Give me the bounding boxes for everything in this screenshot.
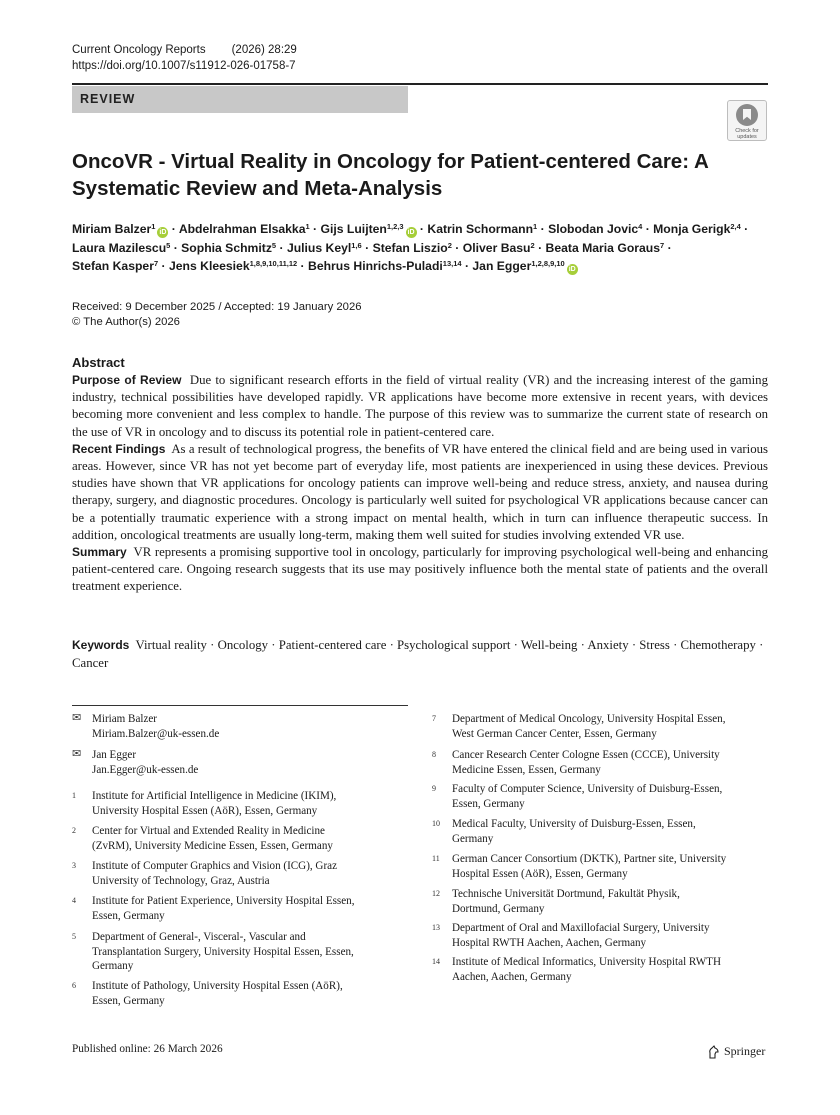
received-accepted: Received: 9 December 2025 / Accepted: 19 January 2026 xyxy=(72,301,362,313)
keywords-list: Virtual reality · Oncology · Patient-centered care · Psychological support · Well-being · Anxiety · Stress · Chemotherapy · Cancer xyxy=(72,638,764,670)
author-name: Sophia Schmitz xyxy=(181,240,272,255)
author[interactable] xyxy=(653,222,741,236)
check-for-updates-label: Check for updates xyxy=(735,128,759,140)
author-affiliation-sup: 1,8,9,10,11,12 xyxy=(249,259,298,268)
author-name: Abdelrahman Elsakka xyxy=(178,222,306,236)
affiliation-line: Hospital RWTH Aachen, Aachen, Germany xyxy=(452,936,647,949)
affiliation-number: 10 xyxy=(432,819,440,828)
affiliation-line: Center for Virtual and Extended Reality in Medicine xyxy=(92,825,325,837)
abstract-section-text: VR represents a promising supportive tool in oncology, particularly for improving psychological well-being and enhancing patient-centered care. Ongoing research suggests that its use may positively influence both the mental state of patients and the overall treatment experience. xyxy=(72,545,768,594)
affiliation-line: Technische Universität Dortmund, Fakultät Physik, xyxy=(452,888,680,900)
affiliation-number: 14 xyxy=(432,957,440,966)
article-type-badge: REVIEW xyxy=(72,86,408,113)
affiliation-number: 5 xyxy=(72,932,76,941)
header-divider xyxy=(72,83,768,85)
springer-horse-icon xyxy=(707,1045,720,1059)
keyword: Oncology xyxy=(217,638,269,652)
affiliation-number: 7 xyxy=(432,714,436,723)
affiliation-line: Hospital Essen (AöR), Essen, Germany xyxy=(452,867,628,880)
affiliation-line: Institute of Pathology, University Hospital Essen (AöR), xyxy=(92,980,343,992)
affiliation-number: 1 xyxy=(72,791,76,800)
author-affiliation-sup: 2,4 xyxy=(730,222,741,231)
author[interactable] xyxy=(472,259,577,273)
author-affiliation-sup: 1,2,3 xyxy=(386,222,404,231)
affiliation-number: 2 xyxy=(72,826,76,835)
author[interactable] xyxy=(463,241,535,255)
affiliation-line: University of Technology, Graz, Austria xyxy=(92,874,270,887)
abstract-findings xyxy=(72,441,768,544)
journal-citation-line xyxy=(72,44,297,56)
affiliation-line: Cancer Research Center Cologne Essen (CCCE), University xyxy=(452,749,720,761)
author-name: Monja Gerigk xyxy=(653,222,731,236)
author-affiliation-sup: 1 xyxy=(533,222,538,231)
author-affiliation-sup: 4 xyxy=(638,222,643,231)
affiliation-line: Germany xyxy=(92,960,134,972)
author-name: Stefan Kasper xyxy=(72,259,154,273)
affiliation-line: Institute of Computer Graphics and Vision (ICG), Graz xyxy=(92,860,337,872)
keyword: Cancer xyxy=(72,656,109,670)
footnote-divider xyxy=(72,705,408,706)
author[interactable] xyxy=(546,241,665,255)
affiliation-line: Medicine Essen, Essen, Germany xyxy=(452,763,601,776)
author[interactable] xyxy=(308,259,462,273)
keyword: Stress xyxy=(639,638,670,652)
keyword: Psychological support xyxy=(397,638,511,652)
affiliation-number: 11 xyxy=(432,854,440,863)
abstract-section-text: As a result of technological progress, the benefits of VR have entered the clinical field and are being used in various areas. However, since VR has not yet become part of everyday life, most patients are inexperienced in using these devices. Previous studies have shown that VR applications for oncology patients can improve well-being and reduce stress, anxiety, and nausea during therapy, surgery, and diagnostic procedures. Oncology is particularly well suited for psychological VR applications because cancer can be a potentially traumatic experience with a strong impact on mental health, which in turn can influence therapeutic success. In addition, oncological treatments are usually long-term, making them well suited for studies involving extended VR use. xyxy=(72,441,769,542)
publisher-name: Springer xyxy=(724,1044,766,1058)
envelope-icon: ✉ xyxy=(72,748,82,760)
author-affiliation-sup: 5 xyxy=(271,240,277,250)
bookmark-icon xyxy=(736,104,758,126)
author[interactable] xyxy=(181,241,276,255)
affiliation-line: Institute for Artificial Intelligence in Medicine (IKIM), xyxy=(92,790,337,802)
affiliation-line: Transplantation Surgery, University Hospital Essen, Essen, xyxy=(92,945,354,958)
affiliation-line: Germany xyxy=(452,832,494,845)
affiliation-line: German Cancer Consortium (DKTK), Partner site, University xyxy=(452,853,727,865)
author[interactable] xyxy=(548,222,642,236)
correspondence-line[interactable]: Miriam.Balzer@uk-essen.de xyxy=(92,727,220,740)
orcid-icon[interactable]: iD xyxy=(568,266,576,273)
abstract-section-text: Due to significant research efforts in the field of virtual reality (VR) and the increasing interest of the gaming industry, technical possibilities have developed rapidly. VR applications have become more extensive in recent years, with devices becoming more convenient and less complex to handle. The purpose of this review was to summarize the current state of research on the use of VR in oncology and to discuss its potential role in patient-centered care. xyxy=(72,373,768,439)
affiliation-number: 3 xyxy=(72,861,76,870)
affiliation-line: Department of Oral and Maxillofacial Surgery, University xyxy=(452,922,710,934)
author[interactable] xyxy=(169,259,297,273)
affiliation-line: Institute of Medical Informatics, University Hospital RWTH xyxy=(452,956,721,968)
affiliation-line: Essen, Germany xyxy=(92,994,165,1007)
author-affiliation-sup: 2 xyxy=(447,240,452,250)
affiliation-number: 4 xyxy=(72,896,76,905)
author-affiliation-sup: 7 xyxy=(153,259,159,268)
affiliation-number: 12 xyxy=(432,889,440,898)
affiliation-line: (ZvRM), University Medicine Essen, Essen, Germany xyxy=(92,839,333,852)
affiliation-line: Department of General-, Visceral-, Vascular and xyxy=(92,931,306,943)
abstract-section-label: Recent Findings xyxy=(72,441,166,456)
abstract-heading: Abstract xyxy=(72,355,125,370)
abstract-section-label: Purpose of Review xyxy=(72,373,182,387)
affiliation-line: West German Cancer Center, Essen, Germany xyxy=(452,727,657,740)
copyright: © The Author(s) 2026 xyxy=(72,316,180,328)
affiliation-number: 8 xyxy=(432,750,436,759)
article-title: OncoVR - Virtual Reality in Oncology for Patient-centered Care: A Systematic Review and Meta-Analysis xyxy=(72,150,709,200)
author-affiliation-sup: 1 xyxy=(305,222,310,231)
author[interactable] xyxy=(72,259,158,273)
author-affiliation-sup: 7 xyxy=(660,240,665,250)
author-name: Jan Egger xyxy=(472,259,532,273)
author-list: Miriam Balzer$^1$iD · Abdelrahman Elsakka$^1$ · Gijs Luijten$^{1,2,3}$iD · Katrin Schormann$^1$ · Slobodan Jovic$^4$ · Monja Gerigk$^{2,4}$ · Laura Mazilescu$^5$ · Sophia Schmitz$^5$ · Julius Keyl$^{1,6}$ · Stefan Liszio$^2$ · Oliver Basu$^2$ · Beata Maria Goraus$^7$ · Stefan Kasper$^7$ · Jens Kleesiek$^{1,8,9,10,11,12}$ · Behrus Hinrichs-Puladi$^{13,14}$ · Jan Egger$^{1,2,8,9,10}$iD xyxy=(72,222,749,273)
correspondence-line[interactable]: Jan.Egger@uk-essen.de xyxy=(92,763,199,776)
affiliation-line: University Hospital Essen (AöR), Essen, Germany xyxy=(92,804,318,817)
affiliation-line: Medical Faculty, University of Duisburg-Essen, Essen, xyxy=(452,818,696,830)
keywords-label: Keywords xyxy=(72,638,130,652)
author-affiliation-sup: 1,6 xyxy=(351,240,362,250)
author-name: Gijs Luijten xyxy=(320,222,387,236)
affiliation-line: Aachen, Aachen, Germany xyxy=(452,970,572,983)
author-name: Slobodan Jovic xyxy=(548,222,639,236)
affiliation-line: Essen, Germany xyxy=(452,797,525,810)
keywords xyxy=(72,636,768,672)
author-name: Miriam Balzer xyxy=(72,222,152,236)
affiliation-number: 9 xyxy=(432,784,436,793)
author[interactable] xyxy=(72,222,168,236)
author-affiliation-sup: 1,2,8,9,10 xyxy=(531,259,565,268)
orcid-icon[interactable]: iD xyxy=(407,229,415,236)
published-date: Published online: 26 March 2026 xyxy=(72,1043,223,1055)
author-name: Behrus Hinrichs-Puladi xyxy=(308,259,443,273)
keyword: Patient-centered care xyxy=(278,638,387,652)
affiliation-line: Dortmund, Germany xyxy=(452,902,545,915)
affiliation-number: 6 xyxy=(72,981,76,990)
publisher-logo xyxy=(707,1044,765,1059)
correspondence-line: Miriam Balzer xyxy=(92,713,157,725)
journal-name: Current Oncology Reports xyxy=(72,44,206,56)
author[interactable] xyxy=(427,222,537,236)
affiliation-line: Institute for Patient Experience, University Hospital Essen, xyxy=(92,895,355,907)
author-name: Julius Keyl xyxy=(286,240,352,255)
affiliation-line: Essen, Germany xyxy=(92,909,165,922)
abstract-section-label: Summary xyxy=(72,545,127,560)
author-name: Beata Maria Goraus xyxy=(545,240,661,255)
author[interactable] xyxy=(179,222,310,236)
abstract-purpose xyxy=(72,372,768,441)
envelope-icon: ✉ xyxy=(72,712,82,724)
author[interactable] xyxy=(321,222,417,236)
author-name: Laura Mazilescu xyxy=(72,240,167,255)
author-affiliation-sup: 1 xyxy=(151,222,156,231)
article-dates xyxy=(72,300,362,330)
author-name: Oliver Basu xyxy=(462,240,531,255)
citation: (2026) 28:29 xyxy=(231,44,297,56)
abstract-summary xyxy=(72,544,768,596)
correspondence-line: Jan Egger xyxy=(92,749,137,761)
doi-link[interactable]: https://doi.org/10.1007/s11912-026-01758-7 xyxy=(72,60,296,72)
author-name: Katrin Schormann xyxy=(427,222,534,236)
affiliation-number: 13 xyxy=(432,923,440,932)
affiliation-line: Faculty of Computer Science, University of Duisburg-Essen, xyxy=(452,783,723,795)
keyword: Anxiety xyxy=(587,638,629,652)
keyword: Virtual reality xyxy=(135,638,207,652)
author[interactable] xyxy=(287,241,362,255)
author-name: Jens Kleesiek xyxy=(168,259,250,273)
abstract-body xyxy=(72,372,768,596)
author-affiliation-sup: 2 xyxy=(530,240,535,250)
orcid-icon[interactable]: iD xyxy=(159,229,167,236)
keyword: Well-being xyxy=(520,638,578,652)
check-for-updates-button[interactable] xyxy=(727,100,767,141)
keyword: Chemotherapy xyxy=(680,638,756,652)
author-name: Stefan Liszio xyxy=(372,240,448,255)
author[interactable] xyxy=(72,241,170,255)
author-affiliation-sup: 13,14 xyxy=(442,259,462,268)
affiliation-line: Department of Medical Oncology, University Hospital Essen, xyxy=(452,713,726,725)
author-affiliation-sup: 5 xyxy=(166,240,171,250)
author[interactable] xyxy=(373,241,452,255)
